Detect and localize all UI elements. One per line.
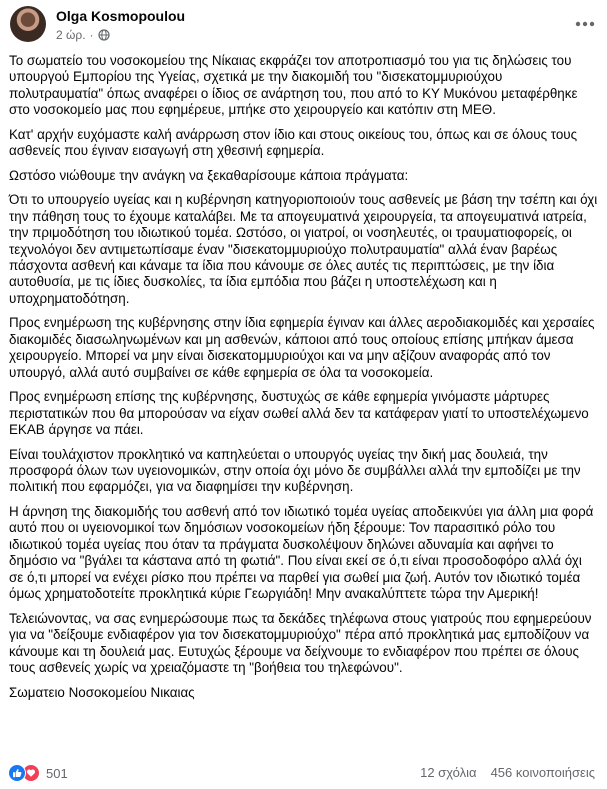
post-header [0, 0, 607, 50]
post-paragraph: Προς ενημέρωση της κυβέρνησης στην ίδια εφημερία έγιναν και άλλες αεροδιακομιδές και χερσαίες διακομιδές διασωληνωμένων και μη ασθενών, κάποιοι από τους οποίους επίσης μπήκαν άμεσα χειρουργείο. Μπορεί να μην είναι δισεκατομμυριούχοι και να μην αξίζουν αναφοράς από τον υπουργό, αλλά αυτό συμβαίνει σε κάθε εφημερία σε όλα τα νοσοκομεία. [9, 315, 595, 380]
post-paragraph: Είναι τουλάχιστον προκλητικό να καπηλεύεται ο υπουργός υγείας την δική μας δουλειά, την προσφορά όλων των υγειονομικών, στην οποία όχι μόνο δε συμβάλλει αλλά την εμποδίζει με την πολιτική που εφαρμόζει, για να διαφημίσει την κυβέρνηση. [9, 446, 581, 495]
post-stats [420, 765, 595, 780]
post-paragraph: Ωστόσο νιώθουμε την ανάγκη να ξεκαθαρίσουμε κάποια πράγματα: [9, 167, 409, 183]
reaction-count: 501 [46, 765, 68, 781]
more-options-button[interactable] [571, 10, 599, 38]
post-signature: Σωματειο Νοσοκομείου Νικαιας [9, 684, 195, 700]
post-paragraph: Ότι το υπουργείο υγείας και η κυβέρνηση κατηγοριοποιούν τους ασθενείς με βάση την τσέπη και όχι την πάθηση τους το έχουμε καταλάβει. Με τα απογευματινά χειρουργεία, τα απογευματινά ιατρεία, την πριμοδότηση του ιδιωτικού τομέα. Ωστόσο, οι γιατροί, οι νοσηλευτές, οι τραυματιοφορείς, οι τεχνολόγοι δεν αντιμετωπίσαμε έναν "δισεκατομμυριούχο πολυτραυματία" αλλά έναν βαρέως πάσχοντα ασθενή και κάναμε τα ίδια που κάνουμε σε όλες αυτές τις περιπτώσεις, με την ίδια αυτοθυσία, με τις ίδιες δυσκολίες, τα ίδια εμπόδια που βάζει η υποστελέχωση και η υποχρηματοδότηση. [9, 192, 598, 306]
shares-count-link[interactable]: 456 κοινοποιήσεις [490, 765, 595, 780]
post-paragraph: Προς ενημέρωση επίσης της κυβέρνησης, δυστυχώς σε κάθε εφημερία γινόμαστε μάρτυρες περιστατικών που θα μπορούσαν να είχαν σωθεί αλλά δεν τα κατάφεραν γιατί το υποστελέχωμενο ΕΚΑΒ άργησε να πάει. [9, 389, 589, 438]
post-paragraph: Κατ' αρχήν ευχόμαστε καλή ανάρρωση στον ίδιο και στους οικείους του, όπως και σε όλους τους ασθενείς που έγιναν εισαγωγή στη χθεσινή εφημερία. [9, 126, 578, 159]
like-reaction-icon [8, 764, 26, 782]
post-time[interactable]: 2 ώρ. [56, 28, 86, 42]
meta-separator: · [89, 28, 94, 42]
comments-count-link[interactable]: 12 σχόλια [420, 765, 477, 780]
author-name[interactable]: Olga Kosmopoulou [56, 8, 186, 24]
globe-icon [98, 29, 110, 41]
post-meta [56, 28, 110, 42]
author-avatar[interactable] [10, 6, 46, 42]
post-body [9, 53, 599, 709]
post-paragraph: Η άρνηση της διακομιδής του ασθενή από τον ιδιωτικό τομέα υγείας αποδεικνύει για άλλη μια φορά αυτό που οι υγειονομικοί των δημόσιων νοσοκομείων ήδη ξέρουμε: Τον παρασιτικό ρόλο του ιδιωτικού τομέα υγείας που όταν τα πράγματα δυσκολέψουν δηλώνει αδυναμία και αφήνει το δημόσιο να "βγάλει τα κάστανα από τη φωτιά". Που είναι εκεί σε ό,τι είναι προσοδοφόρο αλλά όχι σε ό,τι μπορεί να ενέχει ρίσκο που πρέπει να παρθεί για σωθεί μια ζωή. Αυτόν τον ιδιωτικό τομέα όμως χρηματοδοτείτε προκλητικά κύριε Γεωργιάδη! Μην ανακαλύπτετε τώρα την Αμερική! [9, 504, 594, 602]
reactions-summary[interactable] [8, 764, 68, 782]
post-paragraph: Τελειώνοντας, να σας ενημερώσουμε πως τα δεκάδες τηλέφωνα στους γιατρούς που εφημερεύουν για να "δείξουμε ενδιαφέρον για τον δισεκατομμυριούχο" πέρα από προκλητικά μας εμποδίζουν να κάνουμε και τη δουλειά μας. Ευτυχώς ξέρουμε να δείχνουμε το ενδιαφέρον που πρέπει σε όλους τους ασθενείς χωρίς να χρειαζόμαστε τη "βοήθεια του τηλεφώνου". [9, 610, 592, 675]
more-horizontal-icon [575, 21, 595, 27]
post-paragraph: Το σωματείο του νοσοκομείου της Νίκαιας εκφράζει τον αποτροπιασμό του για τις δηλώσεις του υπουργού Εμπορίου της Υγείας, σχετικά με την διακομιδή του "δισεκατομμυριούχου πολυτραυματία" όπως αναφέρει ο ίδιος σε ανάρτηση του, που από το ΚΥ Μυκόνου μεταφέρθηκε στο νοσοκομείο μας που εφημέρευε, μπήκε στο χειρουργείο και κατόπιν στη ΜΕΘ. [9, 53, 578, 118]
post-footer [0, 762, 607, 784]
